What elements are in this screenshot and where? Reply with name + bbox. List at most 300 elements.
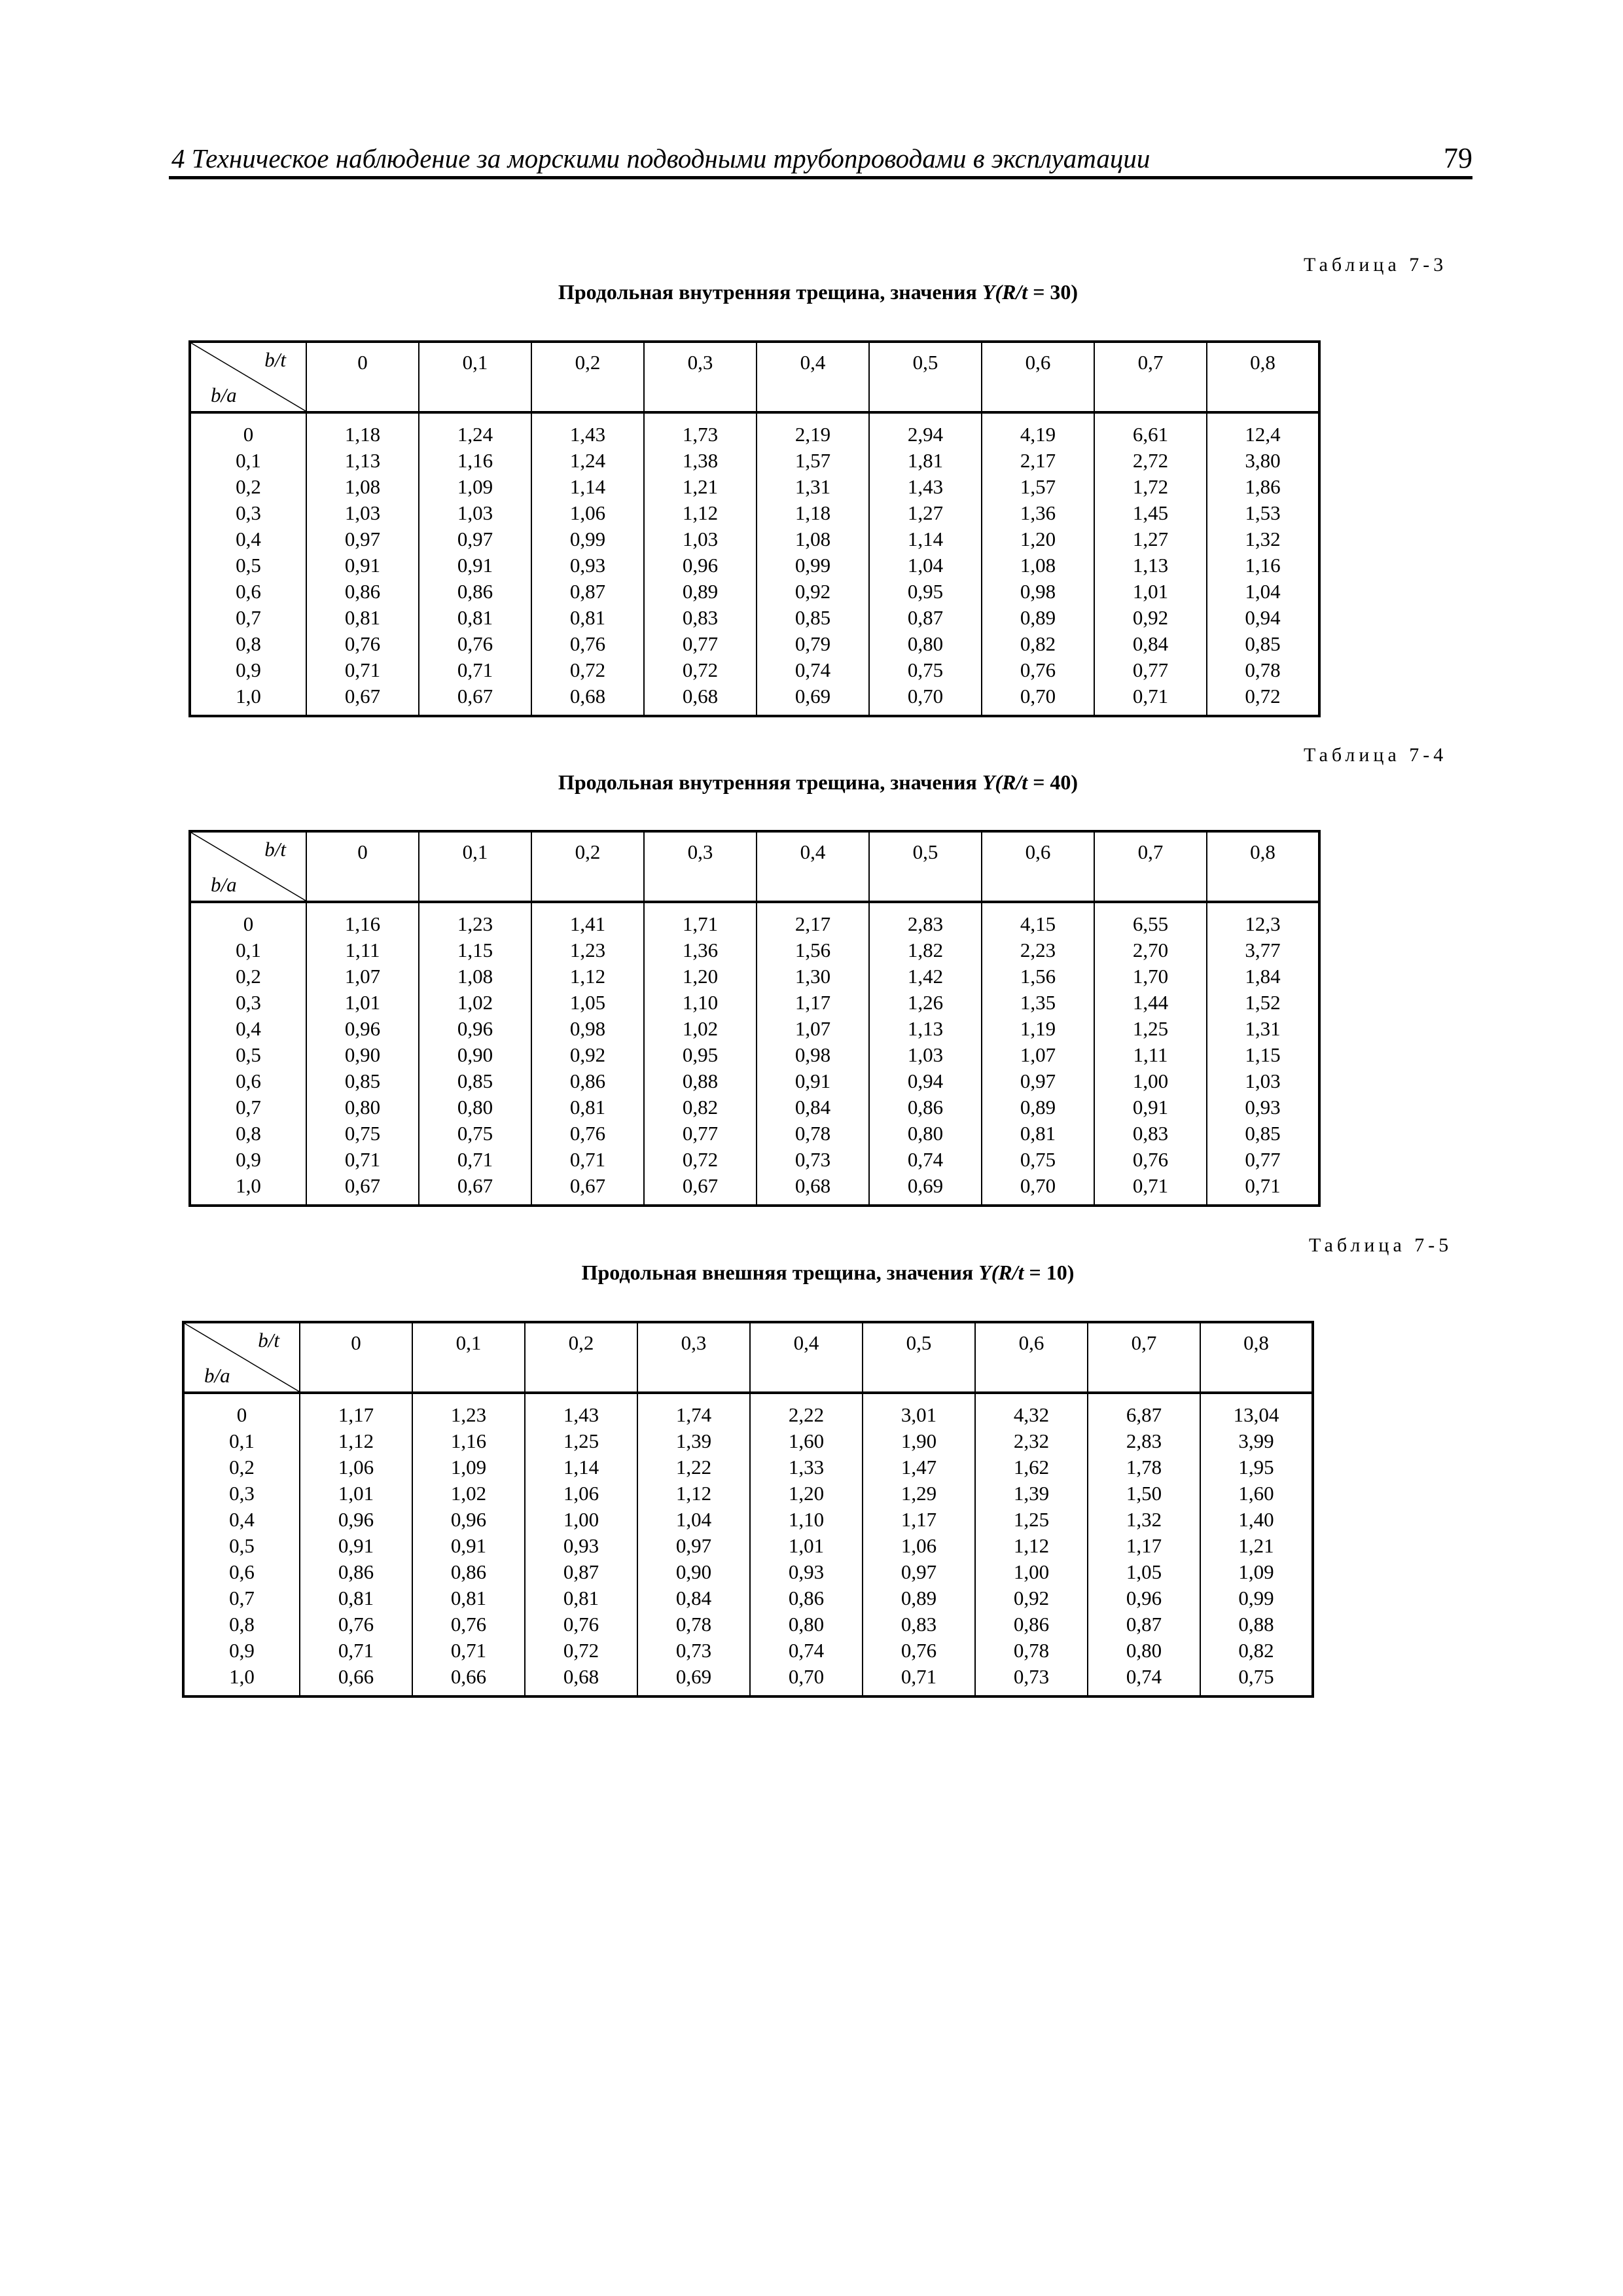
value-column-cell bbox=[644, 902, 757, 1206]
value-cell: 0,97 bbox=[675, 1534, 712, 1557]
row-label: 1,0 bbox=[236, 1174, 261, 1197]
value-cell: 0,85 bbox=[1245, 1122, 1281, 1145]
value-cell: 0,87 bbox=[1126, 1613, 1162, 1636]
value-cell: 1,38 bbox=[682, 449, 719, 472]
value-cell: 1,32 bbox=[1126, 1508, 1162, 1531]
value-cell: 1,17 bbox=[794, 991, 831, 1014]
value-cell: 0,66 bbox=[338, 1665, 374, 1688]
value-cell: 4,19 bbox=[1020, 423, 1056, 446]
value-cell: 0,80 bbox=[1126, 1639, 1162, 1662]
value-cell: 1,25 bbox=[1013, 1508, 1050, 1531]
value-cell: 0,76 bbox=[563, 1613, 599, 1636]
value-cell: 0,67 bbox=[344, 1174, 381, 1197]
value-column-cell bbox=[757, 412, 869, 716]
value-column-cell bbox=[531, 902, 644, 1206]
value-cell: 0,71 bbox=[457, 658, 493, 681]
value-cell: 12,3 bbox=[1245, 912, 1281, 935]
column-header-cell: 0 bbox=[306, 342, 419, 412]
value-cell: 0,97 bbox=[344, 528, 381, 550]
value-cell: 1,21 bbox=[682, 475, 719, 498]
corner-header-cell bbox=[190, 831, 306, 902]
value-cell: 1,16 bbox=[344, 912, 381, 935]
value-cell: 1,36 bbox=[1020, 501, 1056, 524]
value-column-cell bbox=[863, 1393, 975, 1696]
row-labels-cell bbox=[190, 412, 306, 716]
value-cell: 1,62 bbox=[1013, 1456, 1050, 1479]
column-header-cell: 0,5 bbox=[863, 1322, 975, 1393]
diagonal-divider bbox=[191, 343, 306, 411]
value-cell: 1,00 bbox=[1132, 1069, 1169, 1092]
row-label: 0,9 bbox=[236, 658, 261, 681]
value-column-cell bbox=[637, 1393, 750, 1696]
value-column-cell bbox=[975, 1393, 1088, 1696]
value-cell: 1,47 bbox=[901, 1456, 937, 1479]
value-cell: 1,12 bbox=[569, 965, 606, 988]
value-cell: 1,01 bbox=[344, 991, 381, 1014]
value-cell: 0,75 bbox=[1020, 1148, 1056, 1171]
value-cell: 0,80 bbox=[907, 632, 944, 655]
value-column-cell bbox=[306, 412, 419, 716]
value-cell: 1,20 bbox=[788, 1482, 825, 1505]
value-cell: 0,87 bbox=[569, 580, 606, 603]
value-cell: 0,81 bbox=[344, 606, 381, 629]
value-cell: 1,01 bbox=[338, 1482, 374, 1505]
value-cell: 1,12 bbox=[338, 1429, 374, 1452]
value-cell: 0,70 bbox=[907, 685, 944, 708]
value-column-cell bbox=[1088, 1393, 1200, 1696]
value-cell: 1,81 bbox=[907, 449, 944, 472]
value-cell: 0,81 bbox=[1020, 1122, 1056, 1145]
caption-value: = 40) bbox=[1027, 770, 1079, 794]
value-column-cell bbox=[982, 412, 1094, 716]
value-cell: 1,43 bbox=[563, 1403, 599, 1426]
value-cell: 0,99 bbox=[794, 554, 831, 577]
value-cell: 0,76 bbox=[344, 632, 381, 655]
value-cell: 1,07 bbox=[1020, 1043, 1056, 1066]
value-cell: 0,89 bbox=[682, 580, 719, 603]
value-cell: 1,13 bbox=[344, 449, 381, 472]
value-cell: 2,23 bbox=[1020, 939, 1056, 961]
value-column-cell bbox=[757, 902, 869, 1206]
value-cell: 0,78 bbox=[794, 1122, 831, 1145]
value-cell: 1,39 bbox=[1013, 1482, 1050, 1505]
value-cell: 0,90 bbox=[675, 1560, 712, 1583]
row-label: 0,5 bbox=[236, 554, 261, 577]
value-cell: 0,93 bbox=[788, 1560, 825, 1583]
caption-formula: Y(R/t bbox=[978, 1261, 1024, 1284]
row-label: 0,3 bbox=[236, 501, 261, 524]
value-cell: 0,81 bbox=[450, 1587, 487, 1609]
column-header-cell: 0,2 bbox=[525, 1322, 637, 1393]
value-cell: 1,15 bbox=[1245, 1043, 1281, 1066]
value-cell: 0,86 bbox=[569, 1069, 606, 1092]
value-cell: 1,14 bbox=[907, 528, 944, 550]
row-label: 0,2 bbox=[236, 965, 261, 988]
row-label: 1,0 bbox=[229, 1665, 255, 1688]
value-cell: 0,91 bbox=[450, 1534, 487, 1557]
value-cell: 0,76 bbox=[1132, 1148, 1169, 1171]
value-column-cell bbox=[419, 902, 531, 1206]
value-cell: 1,27 bbox=[907, 501, 944, 524]
value-cell: 0,72 bbox=[1245, 685, 1281, 708]
value-cell: 1,70 bbox=[1132, 965, 1169, 988]
value-cell: 1,56 bbox=[794, 939, 831, 961]
value-cell: 0,67 bbox=[682, 1174, 719, 1197]
value-cell: 2,83 bbox=[1126, 1429, 1162, 1452]
value-cell: 0,80 bbox=[344, 1096, 381, 1119]
value-cell: 1,02 bbox=[457, 991, 493, 1014]
value-column-cell bbox=[419, 412, 531, 716]
column-header-cell: 0,3 bbox=[644, 342, 757, 412]
table-number: Таблица 7-3 bbox=[1304, 254, 1448, 276]
value-cell: 1,78 bbox=[1126, 1456, 1162, 1479]
column-header-cell: 0,7 bbox=[1094, 342, 1207, 412]
value-column-cell bbox=[531, 412, 644, 716]
value-cell: 1,13 bbox=[1132, 554, 1169, 577]
table-body-row bbox=[183, 1393, 1313, 1696]
table-header-row bbox=[190, 831, 1319, 902]
value-cell: 12,4 bbox=[1245, 423, 1281, 446]
value-cell: 1,39 bbox=[675, 1429, 712, 1452]
value-cell: 1,03 bbox=[907, 1043, 944, 1066]
column-header-cell: 0,6 bbox=[982, 831, 1094, 902]
value-cell: 1,18 bbox=[794, 501, 831, 524]
column-header-cell: 0,6 bbox=[975, 1322, 1088, 1393]
value-cell: 1,60 bbox=[1238, 1482, 1274, 1505]
row-label: 0,6 bbox=[236, 1069, 261, 1092]
column-axis-label: b/t bbox=[258, 1329, 279, 1352]
value-cell: 1,35 bbox=[1020, 991, 1056, 1014]
column-header-cell: 0,3 bbox=[637, 1322, 750, 1393]
value-cell: 1,22 bbox=[675, 1456, 712, 1479]
value-cell: 0,97 bbox=[1020, 1069, 1056, 1092]
value-cell: 1,06 bbox=[563, 1482, 599, 1505]
value-cell: 0,69 bbox=[907, 1174, 944, 1197]
value-cell: 1,36 bbox=[682, 939, 719, 961]
value-column-cell bbox=[1094, 902, 1207, 1206]
value-cell: 0,81 bbox=[569, 606, 606, 629]
value-cell: 0,85 bbox=[794, 606, 831, 629]
value-cell: 0,67 bbox=[457, 1174, 493, 1197]
value-cell: 0,94 bbox=[1245, 606, 1281, 629]
value-cell: 6,55 bbox=[1132, 912, 1169, 935]
value-cell: 0,79 bbox=[794, 632, 831, 655]
value-cell: 1,17 bbox=[338, 1403, 374, 1426]
value-cell: 0,92 bbox=[569, 1043, 606, 1066]
value-cell: 0,74 bbox=[907, 1148, 944, 1171]
value-column-cell bbox=[300, 1393, 412, 1696]
value-cell: 0,75 bbox=[1238, 1665, 1274, 1688]
value-cell: 1,25 bbox=[1132, 1017, 1169, 1040]
value-cell: 0,77 bbox=[682, 1122, 719, 1145]
value-cell: 0,76 bbox=[901, 1639, 937, 1662]
value-cell: 1,07 bbox=[344, 965, 381, 988]
value-cell: 3,01 bbox=[901, 1403, 937, 1426]
page-number: 79 bbox=[1444, 142, 1472, 174]
value-cell: 0,76 bbox=[1020, 658, 1056, 681]
row-label: 0,2 bbox=[229, 1456, 255, 1479]
column-header-cell: 0,4 bbox=[750, 1322, 863, 1393]
value-cell: 0,96 bbox=[457, 1017, 493, 1040]
row-label: 0,1 bbox=[236, 939, 261, 961]
value-cell: 0,86 bbox=[788, 1587, 825, 1609]
value-cell: 0,72 bbox=[563, 1639, 599, 1662]
value-cell: 0,95 bbox=[682, 1043, 719, 1066]
value-cell: 1,12 bbox=[1013, 1534, 1050, 1557]
value-cell: 0,99 bbox=[569, 528, 606, 550]
value-cell: 1,17 bbox=[1126, 1534, 1162, 1557]
value-cell: 0,92 bbox=[1013, 1587, 1050, 1609]
value-cell: 0,75 bbox=[907, 658, 944, 681]
column-header-cell: 0,2 bbox=[531, 342, 644, 412]
column-header-cell: 0,3 bbox=[644, 831, 757, 902]
value-cell: 0,74 bbox=[1126, 1665, 1162, 1688]
value-cell: 0,76 bbox=[457, 632, 493, 655]
value-cell: 0,77 bbox=[682, 632, 719, 655]
value-cell: 1,82 bbox=[907, 939, 944, 961]
value-column-cell bbox=[1207, 412, 1319, 716]
value-cell: 0,88 bbox=[682, 1069, 719, 1092]
column-header-cell: 0,2 bbox=[531, 831, 644, 902]
value-cell: 0,76 bbox=[569, 1122, 606, 1145]
value-cell: 0,86 bbox=[457, 580, 493, 603]
value-cell: 1,20 bbox=[1020, 528, 1056, 550]
value-cell: 0,78 bbox=[1013, 1639, 1050, 1662]
row-label: 1,0 bbox=[236, 685, 261, 708]
row-label: 0,7 bbox=[236, 606, 261, 629]
value-cell: 1,08 bbox=[457, 965, 493, 988]
value-cell: 0,73 bbox=[1013, 1665, 1050, 1688]
value-cell: 1,05 bbox=[569, 991, 606, 1014]
row-label: 0,5 bbox=[236, 1043, 261, 1066]
value-cell: 0,81 bbox=[563, 1587, 599, 1609]
value-cell: 1,72 bbox=[1132, 475, 1169, 498]
value-cell: 1,08 bbox=[794, 528, 831, 550]
value-cell: 1,45 bbox=[1132, 501, 1169, 524]
value-cell: 0,81 bbox=[569, 1096, 606, 1119]
value-cell: 0,74 bbox=[788, 1639, 825, 1662]
value-cell: 0,67 bbox=[344, 685, 381, 708]
column-header-cell: 0,5 bbox=[869, 342, 982, 412]
value-cell: 0,74 bbox=[794, 658, 831, 681]
value-cell: 0,96 bbox=[1126, 1587, 1162, 1609]
value-cell: 0,78 bbox=[675, 1613, 712, 1636]
value-cell: 1,53 bbox=[1245, 501, 1281, 524]
value-cell: 1,71 bbox=[682, 912, 719, 935]
row-axis-label: b/a bbox=[204, 1364, 230, 1387]
value-cell: 0,90 bbox=[457, 1043, 493, 1066]
value-cell: 0,92 bbox=[1132, 606, 1169, 629]
value-cell: 1,30 bbox=[794, 965, 831, 988]
value-cell: 0,94 bbox=[907, 1069, 944, 1092]
value-cell: 0,70 bbox=[1020, 685, 1056, 708]
row-label: 0,8 bbox=[236, 632, 261, 655]
value-cell: 1,09 bbox=[450, 1456, 487, 1479]
value-cell: 0,82 bbox=[1020, 632, 1056, 655]
value-column-cell bbox=[306, 902, 419, 1206]
value-cell: 0,96 bbox=[344, 1017, 381, 1040]
value-cell: 1,08 bbox=[344, 475, 381, 498]
value-cell: 0,71 bbox=[344, 658, 381, 681]
table-body-row bbox=[190, 412, 1319, 716]
value-cell: 1,09 bbox=[1238, 1560, 1274, 1583]
column-header-cell: 0,1 bbox=[419, 342, 531, 412]
diagonal-divider bbox=[185, 1323, 299, 1391]
value-cell: 1,84 bbox=[1245, 965, 1281, 988]
row-labels-cell bbox=[183, 1393, 300, 1696]
value-cell: 3,80 bbox=[1245, 449, 1281, 472]
value-cell: 0,93 bbox=[563, 1534, 599, 1557]
value-cell: 0,93 bbox=[1245, 1096, 1281, 1119]
value-cell: 0,69 bbox=[675, 1665, 712, 1688]
value-cell: 0,77 bbox=[1245, 1148, 1281, 1171]
value-cell: 0,85 bbox=[344, 1069, 381, 1092]
value-cell: 0,91 bbox=[794, 1069, 831, 1092]
value-cell: 1,03 bbox=[682, 528, 719, 550]
value-cell: 2,17 bbox=[794, 912, 831, 935]
value-cell: 6,87 bbox=[1126, 1403, 1162, 1426]
value-cell: 0,71 bbox=[1132, 1174, 1169, 1197]
value-cell: 1,44 bbox=[1132, 991, 1169, 1014]
header-rule bbox=[169, 176, 1472, 179]
row-label: 0,7 bbox=[229, 1587, 255, 1609]
value-cell: 1,05 bbox=[1126, 1560, 1162, 1583]
value-cell: 0,88 bbox=[1238, 1613, 1274, 1636]
value-cell: 0,87 bbox=[907, 606, 944, 629]
header-title: 4 Техническое наблюдение за морскими подводными трубопроводами в эксплуатации bbox=[171, 143, 1150, 173]
value-cell: 1,13 bbox=[907, 1017, 944, 1040]
value-cell: 1,32 bbox=[1245, 528, 1281, 550]
value-cell: 0,95 bbox=[907, 580, 944, 603]
value-cell: 0,97 bbox=[457, 528, 493, 550]
value-cell: 0,96 bbox=[338, 1508, 374, 1531]
value-cell: 0,73 bbox=[794, 1148, 831, 1171]
value-cell: 1,14 bbox=[569, 475, 606, 498]
value-column-cell bbox=[1207, 902, 1319, 1206]
value-cell: 0,86 bbox=[338, 1560, 374, 1583]
value-cell: 1,16 bbox=[1245, 554, 1281, 577]
value-cell: 0,68 bbox=[682, 685, 719, 708]
value-cell: 1,41 bbox=[569, 912, 606, 935]
value-cell: 0,73 bbox=[675, 1639, 712, 1662]
value-cell: 1,57 bbox=[1020, 475, 1056, 498]
row-labels-cell bbox=[190, 902, 306, 1206]
value-column-cell bbox=[412, 1393, 525, 1696]
value-cell: 1,16 bbox=[457, 449, 493, 472]
value-cell: 2,72 bbox=[1132, 449, 1169, 472]
value-cell: 0,84 bbox=[1132, 632, 1169, 655]
value-cell: 0,84 bbox=[675, 1587, 712, 1609]
value-cell: 2,22 bbox=[788, 1403, 825, 1426]
value-cell: 0,68 bbox=[563, 1665, 599, 1688]
value-cell: 1,12 bbox=[682, 501, 719, 524]
caption-text: Продольная внутренняя трещина, значения bbox=[558, 280, 982, 304]
value-cell: 1,90 bbox=[901, 1429, 937, 1452]
value-cell: 0,75 bbox=[344, 1122, 381, 1145]
value-cell: 2,17 bbox=[1020, 449, 1056, 472]
value-cell: 1,56 bbox=[1020, 965, 1056, 988]
value-cell: 0,81 bbox=[457, 606, 493, 629]
caption-value: = 10) bbox=[1024, 1261, 1075, 1284]
row-label: 0,6 bbox=[236, 580, 261, 603]
row-label: 0,1 bbox=[229, 1429, 255, 1452]
value-cell: 1,27 bbox=[1132, 528, 1169, 550]
value-cell: 0,98 bbox=[1020, 580, 1056, 603]
value-cell: 1,04 bbox=[907, 554, 944, 577]
row-label: 0,3 bbox=[236, 991, 261, 1014]
value-cell: 1,03 bbox=[1245, 1069, 1281, 1092]
value-cell: 2,32 bbox=[1013, 1429, 1050, 1452]
value-cell: 0,85 bbox=[1245, 632, 1281, 655]
value-cell: 0,86 bbox=[450, 1560, 487, 1583]
value-cell: 1,01 bbox=[788, 1534, 825, 1557]
value-cell: 0,82 bbox=[682, 1096, 719, 1119]
row-label: 0,2 bbox=[236, 475, 261, 498]
value-cell: 0,75 bbox=[457, 1122, 493, 1145]
value-cell: 0,71 bbox=[1245, 1174, 1281, 1197]
value-column-cell bbox=[750, 1393, 863, 1696]
value-cell: 0,68 bbox=[569, 685, 606, 708]
column-header-cell: 0,4 bbox=[757, 831, 869, 902]
value-cell: 1,23 bbox=[450, 1403, 487, 1426]
column-header-cell: 0,1 bbox=[419, 831, 531, 902]
corner-header-cell bbox=[183, 1322, 300, 1393]
value-cell: 1,09 bbox=[457, 475, 493, 498]
value-column-cell bbox=[869, 902, 982, 1206]
value-cell: 3,77 bbox=[1245, 939, 1281, 961]
value-cell: 1,00 bbox=[1013, 1560, 1050, 1583]
value-cell: 1,03 bbox=[457, 501, 493, 524]
row-label: 0,4 bbox=[236, 1017, 261, 1040]
value-cell: 1,21 bbox=[1238, 1534, 1274, 1557]
value-cell: 0,76 bbox=[569, 632, 606, 655]
column-axis-label: b/t bbox=[264, 838, 286, 861]
row-label: 0,7 bbox=[236, 1096, 261, 1119]
value-cell: 1,10 bbox=[788, 1508, 825, 1531]
value-cell: 1,95 bbox=[1238, 1456, 1274, 1479]
value-cell: 1,43 bbox=[907, 475, 944, 498]
table-body-row bbox=[190, 902, 1319, 1206]
value-cell: 1,52 bbox=[1245, 991, 1281, 1014]
value-cell: 0,86 bbox=[1013, 1613, 1050, 1636]
value-cell: 1,06 bbox=[901, 1534, 937, 1557]
value-cell: 0,67 bbox=[457, 685, 493, 708]
row-label: 0,5 bbox=[229, 1534, 255, 1557]
table-caption bbox=[425, 280, 1211, 304]
value-cell: 1,23 bbox=[457, 912, 493, 935]
table-number: Таблица 7-4 bbox=[1304, 744, 1448, 766]
value-cell: 0,92 bbox=[794, 580, 831, 603]
caption-value: = 30) bbox=[1027, 280, 1079, 304]
value-cell: 0,81 bbox=[338, 1587, 374, 1609]
value-cell: 1,06 bbox=[569, 501, 606, 524]
value-column-cell bbox=[982, 902, 1094, 1206]
value-cell: 0,77 bbox=[1132, 658, 1169, 681]
column-header-cell: 0,4 bbox=[757, 342, 869, 412]
value-cell: 1,19 bbox=[1020, 1017, 1056, 1040]
row-label: 0,8 bbox=[229, 1613, 255, 1636]
value-cell: 0,86 bbox=[907, 1096, 944, 1119]
column-header-cell: 0,7 bbox=[1094, 831, 1207, 902]
value-cell: 0,89 bbox=[1020, 606, 1056, 629]
value-cell: 0,76 bbox=[450, 1613, 487, 1636]
value-cell: 0,71 bbox=[569, 1148, 606, 1171]
row-label: 0 bbox=[243, 423, 254, 446]
value-cell: 1,57 bbox=[794, 449, 831, 472]
value-cell: 1,11 bbox=[1133, 1043, 1168, 1066]
column-header-cell: 0 bbox=[306, 831, 419, 902]
data-table bbox=[188, 340, 1321, 717]
